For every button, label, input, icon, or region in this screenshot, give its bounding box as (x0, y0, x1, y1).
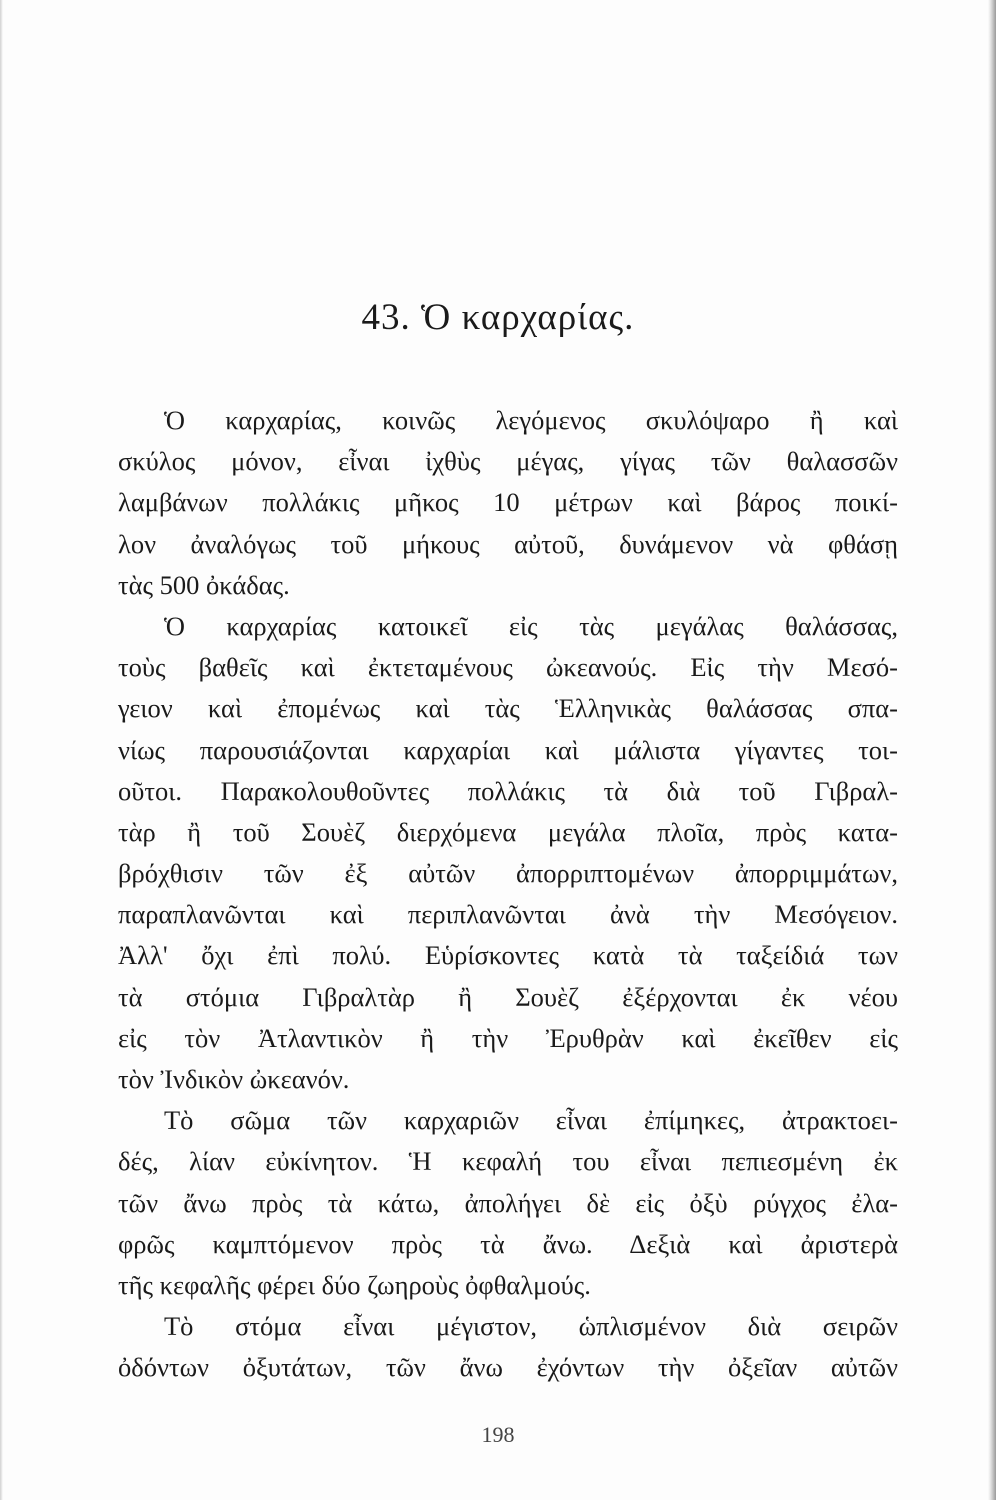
text-line: Ὁ καρχαρίας, κοινῶς λεγόμενος σκυλόψαρο ἢ καὶ (164, 405, 898, 435)
text-line: Ὁ καρχαρίας κατοικεῖ εἰς τὰς μεγάλας θαλάσσας, (164, 610, 898, 641)
text-line: τοὺς βαθεῖς καὶ ἐκτεταμένους ὠκεανούς. Εἰς τὴν Μεσό- (118, 652, 898, 683)
chapter-title: 43. Ὁ καρχαρίας. (361, 297, 635, 338)
page-left-edge (0, 0, 3, 1500)
text-line: λον ἀναλόγως τοῦ μήκους αὐτοῦ, δυνάμενον νὰ φθάσῃ (118, 528, 898, 559)
text-line: Ἀλλ' ὄχι ἐπὶ πολύ. Εὑρίσκοντες κατὰ τὰ ταξείδιά των (118, 940, 898, 971)
text-line: Τὸ σῶμα τῶν καρχαριῶν εἶναι ἐπίμηκες, ἀτρακτοει- (164, 1105, 898, 1136)
text-line: Τὸ στόμα εἶναι μέγιστον, ὡπλισμένον διὰ σειρῶν (164, 1311, 898, 1342)
text-line: δές, λίαν εὐκίνητον. Ἡ κεφαλή του εἶναι πεπιεσμένη ἐκ (118, 1146, 898, 1177)
text-line: γειον καὶ ἐπομένως καὶ τὰς Ἑλληνικὰς θαλάσσας σπα- (118, 693, 898, 724)
text-line: τὸν Ἰνδικὸν ὠκεανόν. (118, 1064, 350, 1094)
page-right-edge-shadow (988, 0, 996, 1500)
text-line: λαμβάνων πολλάκις μῆκος 10 μέτρων καὶ βάρος ποικί- (118, 487, 898, 518)
text-line: ὀδόντων ὀξυτάτων, τῶν ἄνω ἐχόντων τὴν ὀξεῖαν αὐτῶν (118, 1352, 898, 1383)
text-line: τὰς 500 ὀκάδας. (118, 569, 290, 600)
page-number: 198 (481, 1422, 515, 1447)
text-line: οῦτοι. Παρακολουθοῦντες πολλάκις τὰ διὰ τοῦ Γιβραλ- (118, 775, 898, 806)
text-line: βρόχθισιν τῶν ἐξ αὐτῶν ἀπορριπτομένων ἀπορριμμάτων, (118, 858, 898, 889)
text-line: τὰρ ἢ τοῦ Σουὲζ διερχόμενα μεγάλα πλοῖα, πρὸς κατα- (118, 816, 898, 847)
text-line: σκύλος μόνον, εἶναι ἰχθὺς μέγας, γίγας τῶν θαλασσῶν (118, 446, 898, 477)
text-line: νίως παρουσιάζονται καρχαρίαι καὶ μάλιστα γίγαντες τοι- (118, 734, 898, 765)
text-line: τῆς κεφαλῆς φέρει δύο ζωηροὺς ὀφθαλμούς. (118, 1269, 591, 1300)
text-line: εἰς τὸν Ἀτλαντικὸν ἢ τὴν Ἐρυθρὰν καὶ ἐκεῖθεν εἰς (118, 1022, 898, 1053)
text-line: τὰ στόμια Γιβραλτὰρ ἢ Σουὲζ ἐξέρχονται ἐκ νέου (118, 981, 898, 1012)
body-text (118, 400, 898, 1389)
text-line: παραπλανῶνται καὶ περιπλανῶνται ἀνὰ τὴν Μεσόγειον. (118, 899, 898, 930)
text-line: φρῶς καμπτόμενον πρὸς τὰ ἄνω. Δεξιὰ καὶ ἀριστερὰ (118, 1228, 898, 1259)
text-line: τῶν ἄνω πρὸς τὰ κάτω, ἀπολήγει δὲ εἰς ὀξὺ ρύγχος ἐλα- (118, 1187, 898, 1218)
